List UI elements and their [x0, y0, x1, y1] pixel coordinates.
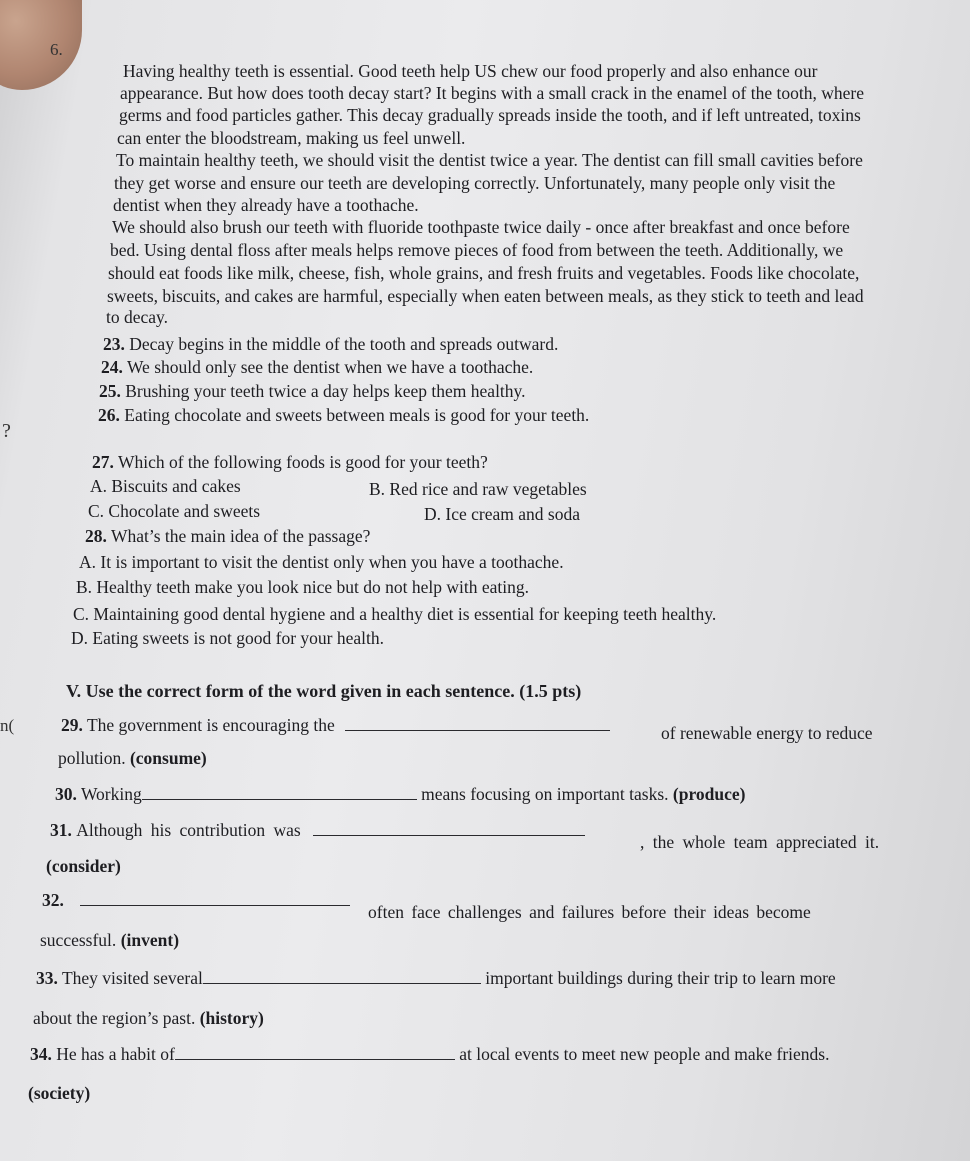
answer-blank-31[interactable] [313, 819, 585, 836]
margin-mark-question: ? [2, 420, 11, 442]
passage-line: sweets, biscuits, and cakes are harmful, especially when eaten between meals, as they stick to teeth and lead [107, 286, 864, 306]
section-number: 6. [50, 40, 63, 59]
passage-line: can enter the bloodstream, making us feel unwell. [117, 128, 466, 148]
passage-line: bed. Using dental floss after meals helps remove pieces of food from between the teeth. Additionally, we [110, 240, 844, 260]
question-31: 31. Although his contribution was , the whole team appreciated it. [50, 820, 880, 852]
answer-blank-29[interactable] [345, 714, 610, 731]
option-28-c: C. Maintaining good dental hygiene and a healthy diet is essential for keeping teeth healthy. [73, 604, 717, 624]
question-32: 32. often face challenges and failures before their ideas become [42, 890, 811, 922]
question-31-cont: (consider) [46, 856, 121, 876]
option-27-d: D. Ice cream and soda [424, 504, 580, 524]
question-30: 30. Working means focusing on important tasks. (produce) [55, 784, 746, 804]
question-32-cont: successful. (invent) [40, 930, 180, 950]
answer-blank-30[interactable] [142, 783, 417, 800]
passage-line: they get worse and ensure our teeth are developing correctly. Unfortunately, many people only visit the [114, 173, 836, 193]
passage-line: Having healthy teeth is essential. Good teeth help US chew our food properly and also enhance our [123, 61, 818, 81]
question-28: 28. What’s the main idea of the passage? [85, 526, 371, 546]
margin-mark-cut: n( [0, 716, 15, 735]
question-29: 29. The government is encouraging the of renewable energy to reduce [61, 715, 873, 743]
question-34-cont: (society) [28, 1083, 91, 1103]
statement-23: 23. Decay begins in the middle of the tooth and spreads outward. [103, 334, 559, 354]
question-33: 33. They visited several important buildings during their trip to learn more [36, 968, 836, 988]
option-28-a: A. It is important to visit the dentist only when you have a toothache. [79, 552, 564, 572]
option-27-a: A. Biscuits and cakes [90, 476, 241, 496]
answer-blank-32[interactable] [80, 889, 350, 906]
section-5-heading: V. Use the correct form of the word given in each sentence. (1.5 pts) [66, 681, 582, 701]
question-27: 27. Which of the following foods is good for your teeth? [92, 452, 488, 472]
answer-blank-33[interactable] [203, 967, 481, 984]
passage-line: dentist when they already have a toothache. [113, 195, 419, 215]
passage-line: should eat foods like milk, cheese, fish, whole grains, and fresh fruits and vegetables. Foods like chocolate, [108, 263, 860, 283]
passage-line: To maintain healthy teeth, we should visit the dentist twice a year. The dentist can fill small cavities before [116, 150, 863, 170]
statement-26: 26. Eating chocolate and sweets between meals is good for your teeth. [98, 405, 590, 425]
statement-25: 25. Brushing your teeth twice a day helps keep them healthy. [99, 381, 526, 401]
passage-line: to decay. [106, 307, 169, 327]
option-28-d: D. Eating sweets is not good for your health. [71, 628, 385, 648]
answer-blank-34[interactable] [175, 1043, 455, 1060]
option-27-b: B. Red rice and raw vegetables [369, 479, 587, 499]
passage-line: appearance. But how does tooth decay start? It begins with a small crack in the enamel of the tooth, where [120, 83, 864, 103]
question-34: 34. He has a habit of at local events to meet new people and make friends. [30, 1044, 830, 1064]
passage-line: We should also brush our teeth with fluoride toothpaste twice daily - once after breakfast and once before [112, 217, 850, 237]
option-28-b: B. Healthy teeth make you look nice but do not help with eating. [76, 577, 529, 597]
passage-line: germs and food particles gather. This decay gradually spreads inside the tooth, and if left untreated, toxins [119, 105, 861, 125]
question-29-cont: pollution. (consume) [58, 748, 207, 768]
statement-24: 24. We should only see the dentist when we have a toothache. [101, 357, 534, 377]
option-27-c: C. Chocolate and sweets [88, 501, 261, 521]
question-33-cont: about the region’s past. (history) [33, 1008, 264, 1028]
